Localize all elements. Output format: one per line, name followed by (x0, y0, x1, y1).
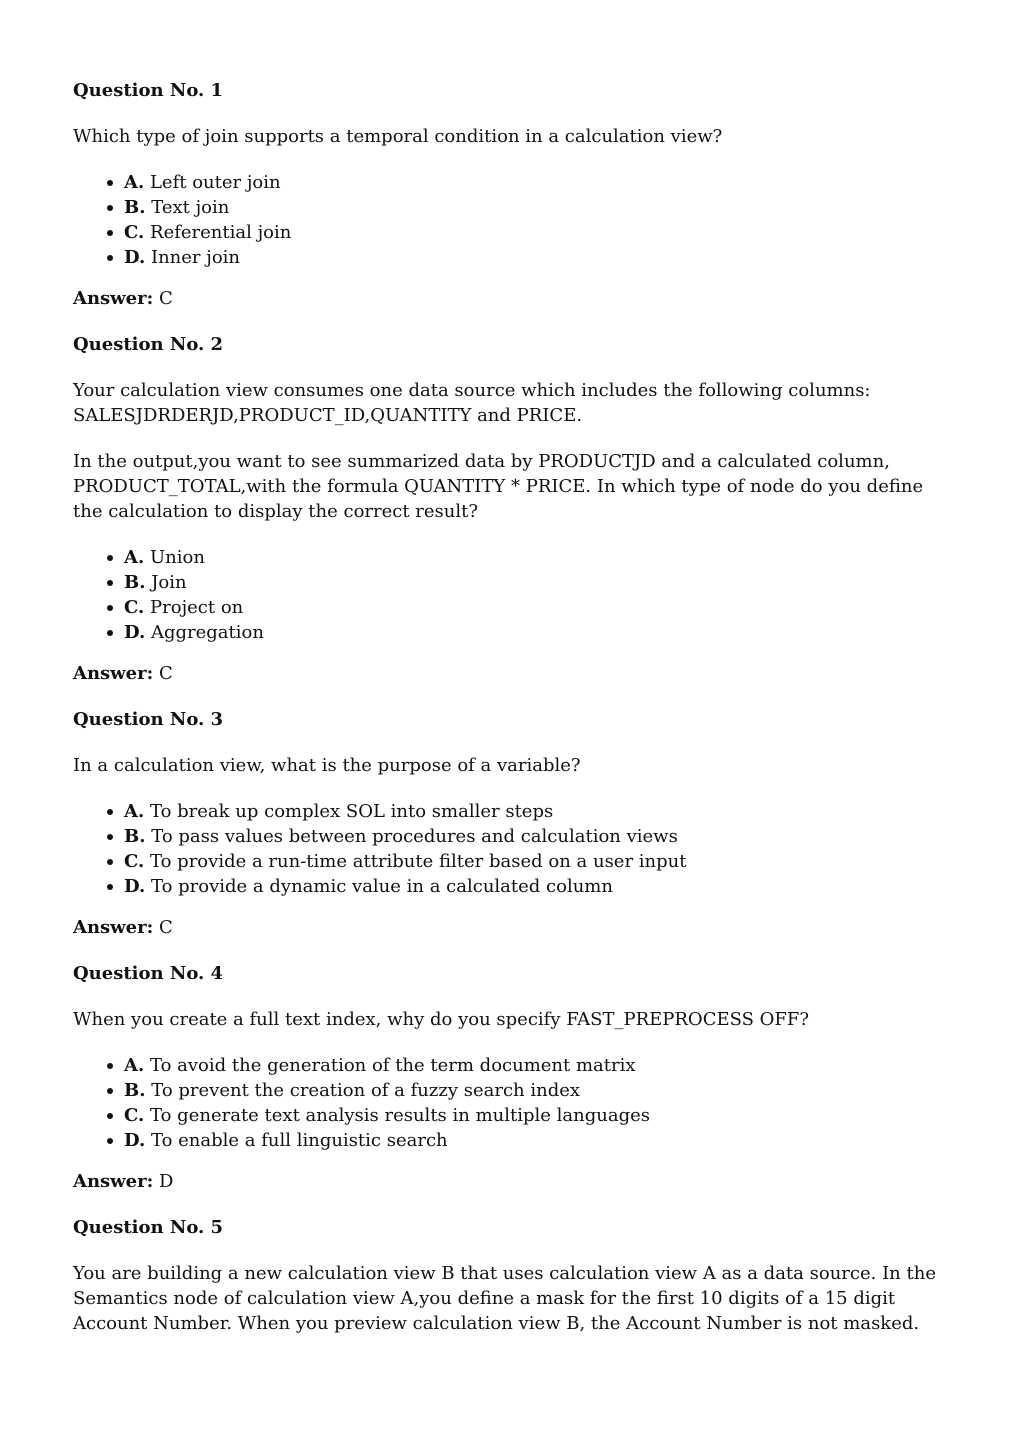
option-c (106, 220, 943, 245)
option-b (106, 824, 943, 849)
option-text: To avoid the generation of the term document matrix (149, 1055, 636, 1076)
option-list (73, 799, 943, 899)
option-b (106, 570, 943, 595)
option-d (106, 620, 943, 645)
answer (73, 1169, 943, 1194)
question-title: Question No. 2 (73, 334, 224, 355)
option-letter: A. (124, 547, 145, 568)
option-letter: A. (124, 801, 145, 822)
option-d (106, 245, 943, 270)
option-letter: C. (124, 597, 145, 618)
question-text: You are building a new calculation view B that uses calculation view A as a data source. In the Semantics node of calculation view A,you define a mask for the first 10 digits of a 15 digit Account Number. When you preview calculation view B, the Account Number is not masked. (73, 1263, 936, 1334)
option-letter: B. (124, 826, 146, 847)
option-text: Project on (150, 597, 244, 618)
answer (73, 915, 943, 940)
option-text: To enable a full linguistic search (150, 1130, 448, 1151)
option-b (106, 1078, 943, 1103)
option-text: Text join (151, 197, 230, 218)
option-d (106, 1128, 943, 1153)
option-letter: A. (124, 172, 145, 193)
option-letter: D. (124, 1130, 146, 1151)
option-a (106, 799, 943, 824)
option-letter: C. (124, 1105, 145, 1126)
option-letter: C. (124, 851, 145, 872)
option-text: Inner join (150, 247, 241, 268)
option-letter: C. (124, 222, 145, 243)
option-list (73, 545, 943, 645)
question-title: Question No. 5 (73, 1217, 224, 1238)
question-text: In a calculation view, what is the purpose of a variable? (73, 755, 581, 776)
option-text: Referential join (150, 222, 292, 243)
question-text: Which type of join supports a temporal condition in a calculation view? (73, 126, 723, 147)
option-text: To generate text analysis results in multiple languages (150, 1105, 650, 1126)
option-text: To pass values between procedures and calculation views (151, 826, 678, 847)
document-page (73, 78, 943, 1357)
option-letter: B. (124, 1080, 146, 1101)
option-text: To provide a dynamic value in a calculated column (150, 876, 613, 897)
option-text: Left outer join (149, 172, 281, 193)
question-3 (73, 707, 943, 940)
option-c (106, 595, 943, 620)
question-title: Question No. 4 (73, 963, 224, 984)
answer-label: Answer: (73, 663, 154, 684)
option-text: To provide a run-time attribute filter based on a user input (150, 851, 687, 872)
question-text: When you create a full text index, why do you specify FAST_PREPROCESS OFF? (73, 1009, 810, 1030)
answer (73, 661, 943, 686)
option-letter: D. (124, 247, 146, 268)
answer-value: C (159, 663, 173, 684)
answer-value: C (159, 917, 173, 938)
question-text: In the output,you want to see summarized data by PRODUCTJD and a calculated column, PRODUCT_TOTAL,with the formula QUANTITY * PRICE. In which type of node do you define the calculation to display the correct result? (73, 451, 924, 522)
option-d (106, 874, 943, 899)
answer-value: C (159, 288, 173, 309)
question-1 (73, 78, 943, 311)
option-text: Union (149, 547, 205, 568)
question-text: Your calculation view consumes one data source which includes the following columns: SALESJDRDERJD,PRODUCT_ID,QUANTITY and PRICE. (73, 380, 871, 426)
option-c (106, 849, 943, 874)
option-list (73, 1053, 943, 1153)
option-letter: B. (124, 572, 146, 593)
option-text: To prevent the creation of a fuzzy search index (151, 1080, 581, 1101)
question-4 (73, 961, 943, 1194)
question-2 (73, 332, 943, 686)
answer-label: Answer: (73, 288, 154, 309)
option-letter: B. (124, 197, 146, 218)
option-b (106, 195, 943, 220)
answer (73, 286, 943, 311)
option-a (106, 170, 943, 195)
option-letter: A. (124, 1055, 145, 1076)
option-text: Aggregation (150, 622, 264, 643)
answer-value: D (159, 1171, 174, 1192)
option-list (73, 170, 943, 270)
option-letter: D. (124, 622, 146, 643)
option-letter: D. (124, 876, 146, 897)
option-text: To break up complex SOL into smaller steps (149, 801, 554, 822)
answer-label: Answer: (73, 917, 154, 938)
option-text: Join (151, 572, 187, 593)
question-title: Question No. 3 (73, 709, 224, 730)
option-c (106, 1103, 943, 1128)
question-5 (73, 1215, 943, 1336)
answer-label: Answer: (73, 1171, 154, 1192)
option-a (106, 545, 943, 570)
question-title: Question No. 1 (73, 80, 224, 101)
option-a (106, 1053, 943, 1078)
